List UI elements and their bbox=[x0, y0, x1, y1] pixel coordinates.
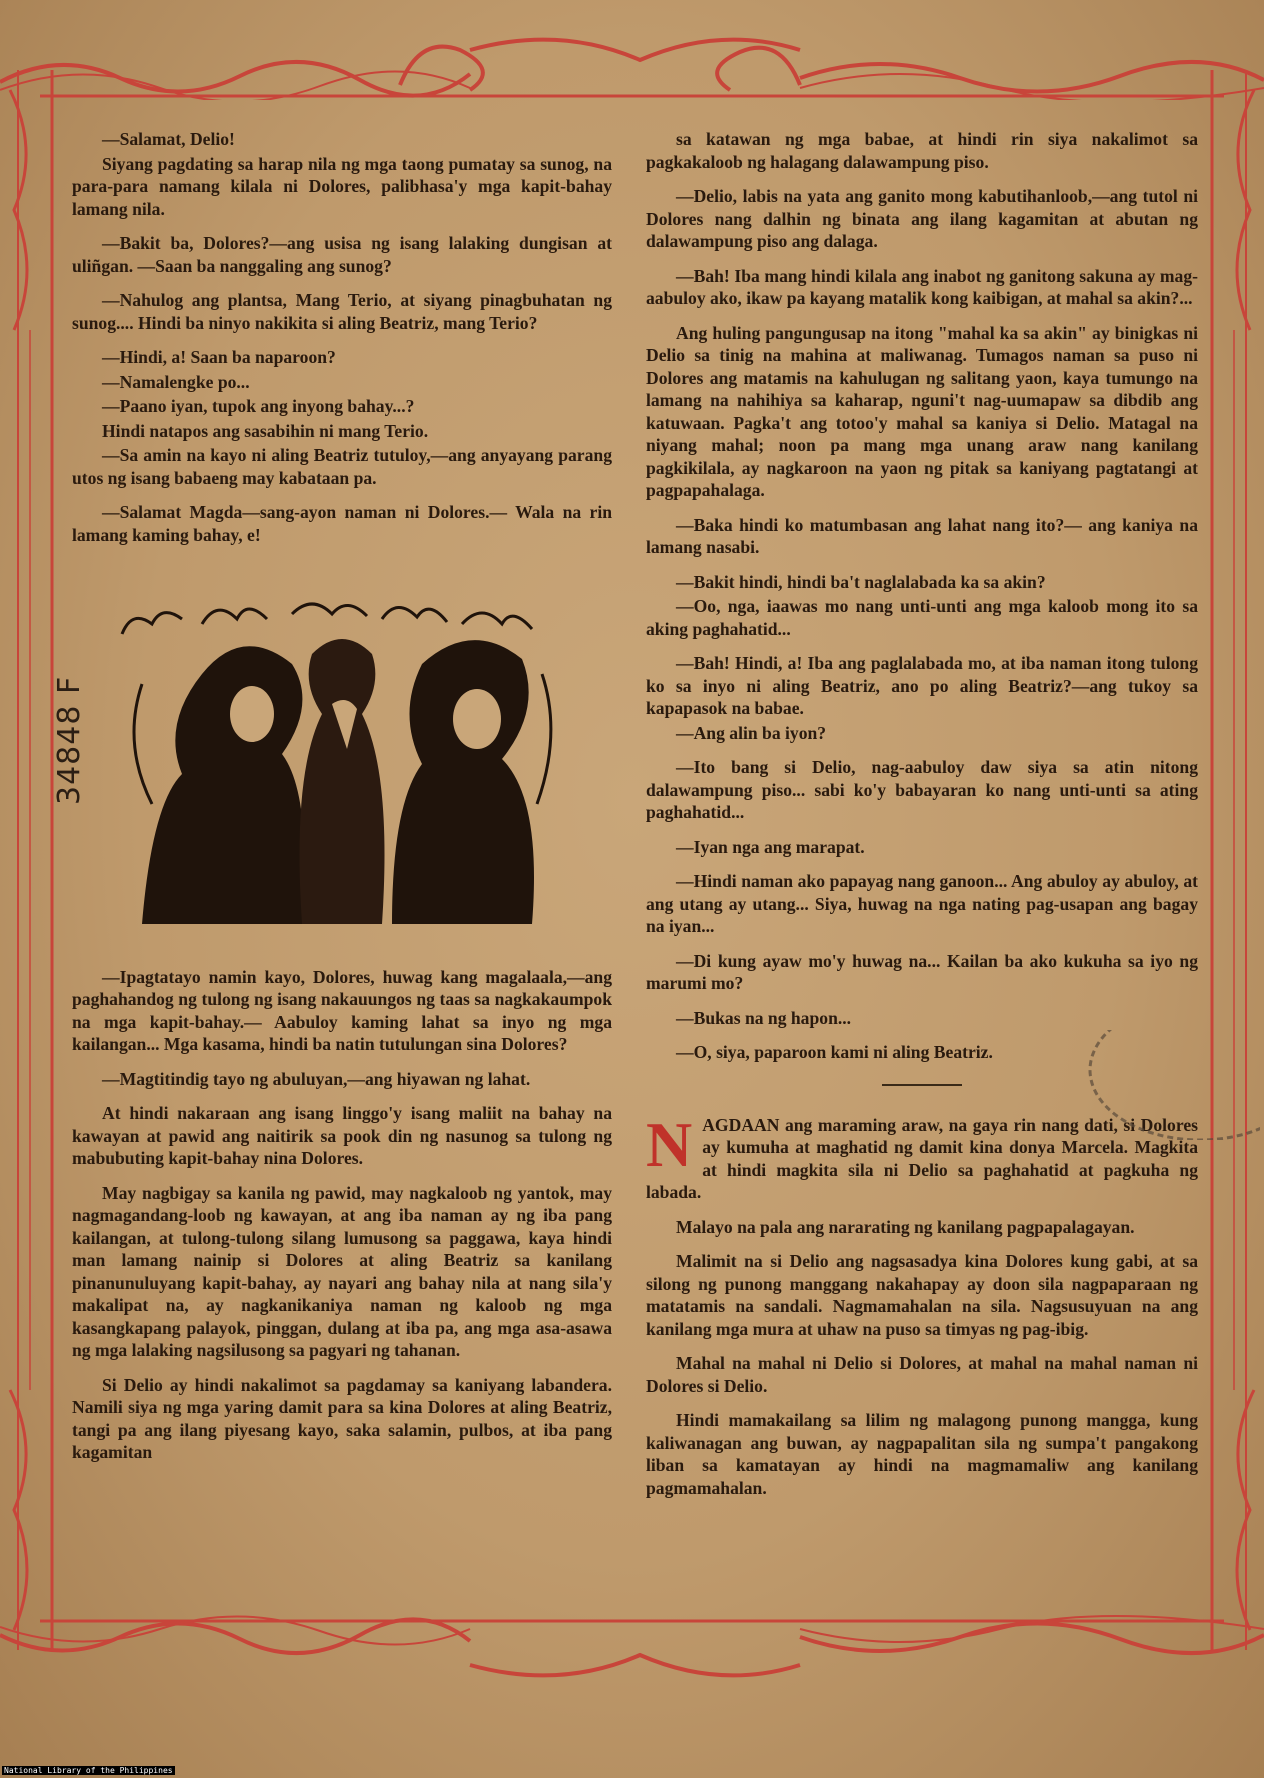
paragraph: Si Delio ay hindi nakalimot sa pagdamay sa kaniyang labandera. Namili siya ng mga yaring damit para sa kina Dolores at aling Beatriz, tangi pa ang ilang piyesang kayo, saka salamin, pulbos, at iba pang kagamitan bbox=[72, 1374, 612, 1462]
paragraph: At hindi nakaraan ang isang linggo'y isang maliit na bahay na kawayan at pawid ang naitirik sa pook din ng nasunog sa tulong ng mabubuting kapit-bahay nina Dolores. bbox=[72, 1103, 612, 1168]
paragraph: Malayo na pala ang nararating ng kanilang pagpapalagayan. bbox=[676, 1216, 1135, 1237]
paragraph: —Bakit ba, Dolores?—ang usisa ng isang lalaking dungisan at uliñgan. —Saan ba nanggaling ang sunog? bbox=[72, 233, 612, 276]
paragraph: —Ang alin ba iyon? bbox=[676, 722, 827, 743]
paragraph: —Paano iyan, tupok ang inyong bahay...? bbox=[102, 396, 415, 416]
paragraph: —Salamat Magda—sang-ayon naman ni Dolores.— Wala na rin lamang kaming bahay, e! bbox=[72, 502, 612, 545]
paragraph: —Bah! Hindi, a! Iba ang paglalabada mo, at iba naman itong tulong ko sa inyo ni aling Beatriz, ano po aling Beatriz?—ang tukoy sa kapapasok na babae. bbox=[646, 653, 1198, 718]
ornamental-border-right bbox=[1204, 30, 1264, 1685]
paragraph: —Sa amin na kayo ni aling Beatriz tutuloy,—ang anyayang parang utos ng isang babaeng may kabataan pa. bbox=[72, 445, 612, 488]
paragraph: —Hindi naman ako papayag nang ganoon... Ang abuloy ay abuloy, at ang utang ay utang... Siya, huwag na nga nating pag-usapan ang bagay na iyan... bbox=[646, 871, 1198, 936]
paragraph: Hindi natapos ang sasabihin ni mang Terio. bbox=[102, 420, 429, 441]
paragraph: AGDAAN ang maraming araw, na gaya rin nang dati, si Dolores ay kumuha at maghatid ng damit kina donya Marcela. Magkita at hindi magkita sila ni Delio sa paghahatid at pagkuha ng labada. bbox=[646, 1114, 1198, 1202]
ornamental-border-top bbox=[0, 30, 1264, 100]
paragraph: —Oo, nga, iaawas mo nang unti-unti ang mga kaloob mong ito sa aking paghahatid... bbox=[646, 596, 1198, 639]
paragraph: —Ipagtatayo namin kayo, Dolores, huwag kang magalaala,—ang paghahandog ng tulong ng isang nakauungos ng taas sa nagkakaumpok na mga kapit-bahay.— Aabuloy kaming lahat sa inyo ng mga kailangan... Mga kasama, hindi ba natin tutulungan sina Dolores? bbox=[72, 966, 612, 1054]
handwritten-catalog-number: 34848 F bbox=[52, 675, 87, 805]
right-column bbox=[646, 128, 1198, 1511]
paragraph: —Delio, labis na yata ang ganito mong kabutihanloob,—ang tutol ni Dolores nang dalhin ng binata ang ilang kagamitan at abutan ng dalawampung piso ang dalaga. bbox=[646, 186, 1198, 251]
paragraph: —Baka hindi ko matumbasan ang lahat nang ito?— ang kaniya na lamang nasabi. bbox=[646, 514, 1198, 557]
paragraph: —Bah! Iba mang hindi kilala ang inabot ng ganitong sakuna ay mag-aabuloy ako, ikaw pa kayang matalik kong kaibigan, at mahal sa akin?... bbox=[646, 265, 1198, 308]
paragraph: sa katawan ng mga babae, at hindi rin siya nakalimot sa pagkakaloob ng halagang dalawampung piso. bbox=[646, 129, 1198, 172]
section-divider bbox=[882, 1084, 962, 1086]
paragraph: May nagbigay sa kanila ng pawid, may nagkaloob ng yantok, may nagmagandang-loob ng kawayan, at ang iba naman ay ng iba pang kailangan, at tulong-tulong silang lumusong sa paggawa, kaya hindi man lamang nainip si Dolores at aling Beatriz sa kanilang pinanunuluyang kapit-bahay, ay nayari ang bahay nila at nang sila'y makalipat na, ay nagkanikaniya naman ng kaloob ng mga kasangkapang palayok, pinggan, dulang at iba pa, ang mga asa-asawa ng mga lalaking nagsilusong sa pagyari ng tahanan. bbox=[72, 1182, 612, 1360]
paragraph: —Ito bang si Delio, nag-aabuloy daw siya sa atin nitong dalawampung piso... sabi ko'y babayaran ko nang unti-unti sa ating paghahatid... bbox=[646, 757, 1198, 822]
paragraph: —Namalengke po... bbox=[102, 371, 250, 392]
paragraph: —Bakit hindi, hindi ba't naglalabada ka sa akin? bbox=[676, 571, 1046, 592]
library-stamp bbox=[1080, 1030, 1260, 1140]
paragraph: Malimit na si Delio ang nagsasadya kina Dolores kung gabi, at sa silong ng punong manggang nakahapay ay doon sila nagpaparaan ng matatamis na sandali. Nagmamahalan na sila. Nagsusuyuan na ang kanilang mga mura at uhaw na puso sa timyas ng pag-ibig. bbox=[646, 1251, 1198, 1339]
paragraph: —Magtitindig tayo ng abuluyan,—ang hiyawan ng lahat. bbox=[102, 1068, 531, 1089]
paragraph: —O, siya, paparoon kami ni aling Beatriz. bbox=[676, 1042, 993, 1062]
left-column bbox=[72, 128, 612, 1476]
paragraph: —Bukas na ng hapon... bbox=[676, 1007, 852, 1028]
paragraph: Mahal na mahal ni Delio si Dolores, at mahal na mahal naman ni Dolores si Delio. bbox=[646, 1353, 1198, 1396]
paragraph: —Di kung ayaw mo'y huwag na... Kailan ba ako kukuha sa iyo ng marumi mo? bbox=[646, 950, 1198, 993]
paragraph: —Hindi, a! Saan ba naparoon? bbox=[102, 347, 336, 367]
ornamental-border-bottom bbox=[0, 1615, 1264, 1685]
footer-credit: National Library of the Philippines bbox=[4, 1766, 173, 1775]
paragraph: Siyang pagdating sa harap nila ng mga taong pumatay sa sunog, na para-para namang kilala ni Dolores, palibhasa'y mga kapit-bahay lamang nila. bbox=[72, 153, 612, 219]
paragraph: Hindi mamakailang sa lilim ng malagong punong mangga, kung kaliwanagan ang buwan, ay nagpapalitan sila ng sumpa't pangakong liban sa kamatayan ay hindi na magmamaliw ang kanilang pagmamahalan. bbox=[646, 1410, 1198, 1498]
crowd-illustration bbox=[82, 594, 602, 924]
paragraph: —Salamat, Delio! bbox=[102, 129, 235, 149]
ornamental-border-left bbox=[0, 30, 60, 1685]
paragraph: Ang huling pangungusap na itong "mahal ka sa akin" ay binigkas ni Delio sa tinig na mahina at maliwanag. Tumagos naman sa puso ni Dolores ang matamis na kahulugan ng salitang yaon, kaya tumungo na lamang na nahihiya sa kaharap, nguni't nag-uumapaw sa dibdib ang katuwaan. Pagka't ang totoo'y mahal sa kaniya si Delio. Matagal na niyang mahal; noon pa mang mga unang araw nang kanilang pagkikilala, ay nagkaroon na yaon ng pitak sa kaniyang pagtatangi at pagpapahalaga. bbox=[646, 322, 1198, 500]
drop-cap: N bbox=[646, 1108, 693, 1180]
paragraph: —Nahulog ang plantsa, Mang Terio, at siyang pinagbuhatan ng sunog.... Hindi ba ninyo nakikita si aling Beatriz, mang Terio? bbox=[72, 290, 612, 333]
paragraph: —Iyan nga ang marapat. bbox=[676, 836, 865, 857]
